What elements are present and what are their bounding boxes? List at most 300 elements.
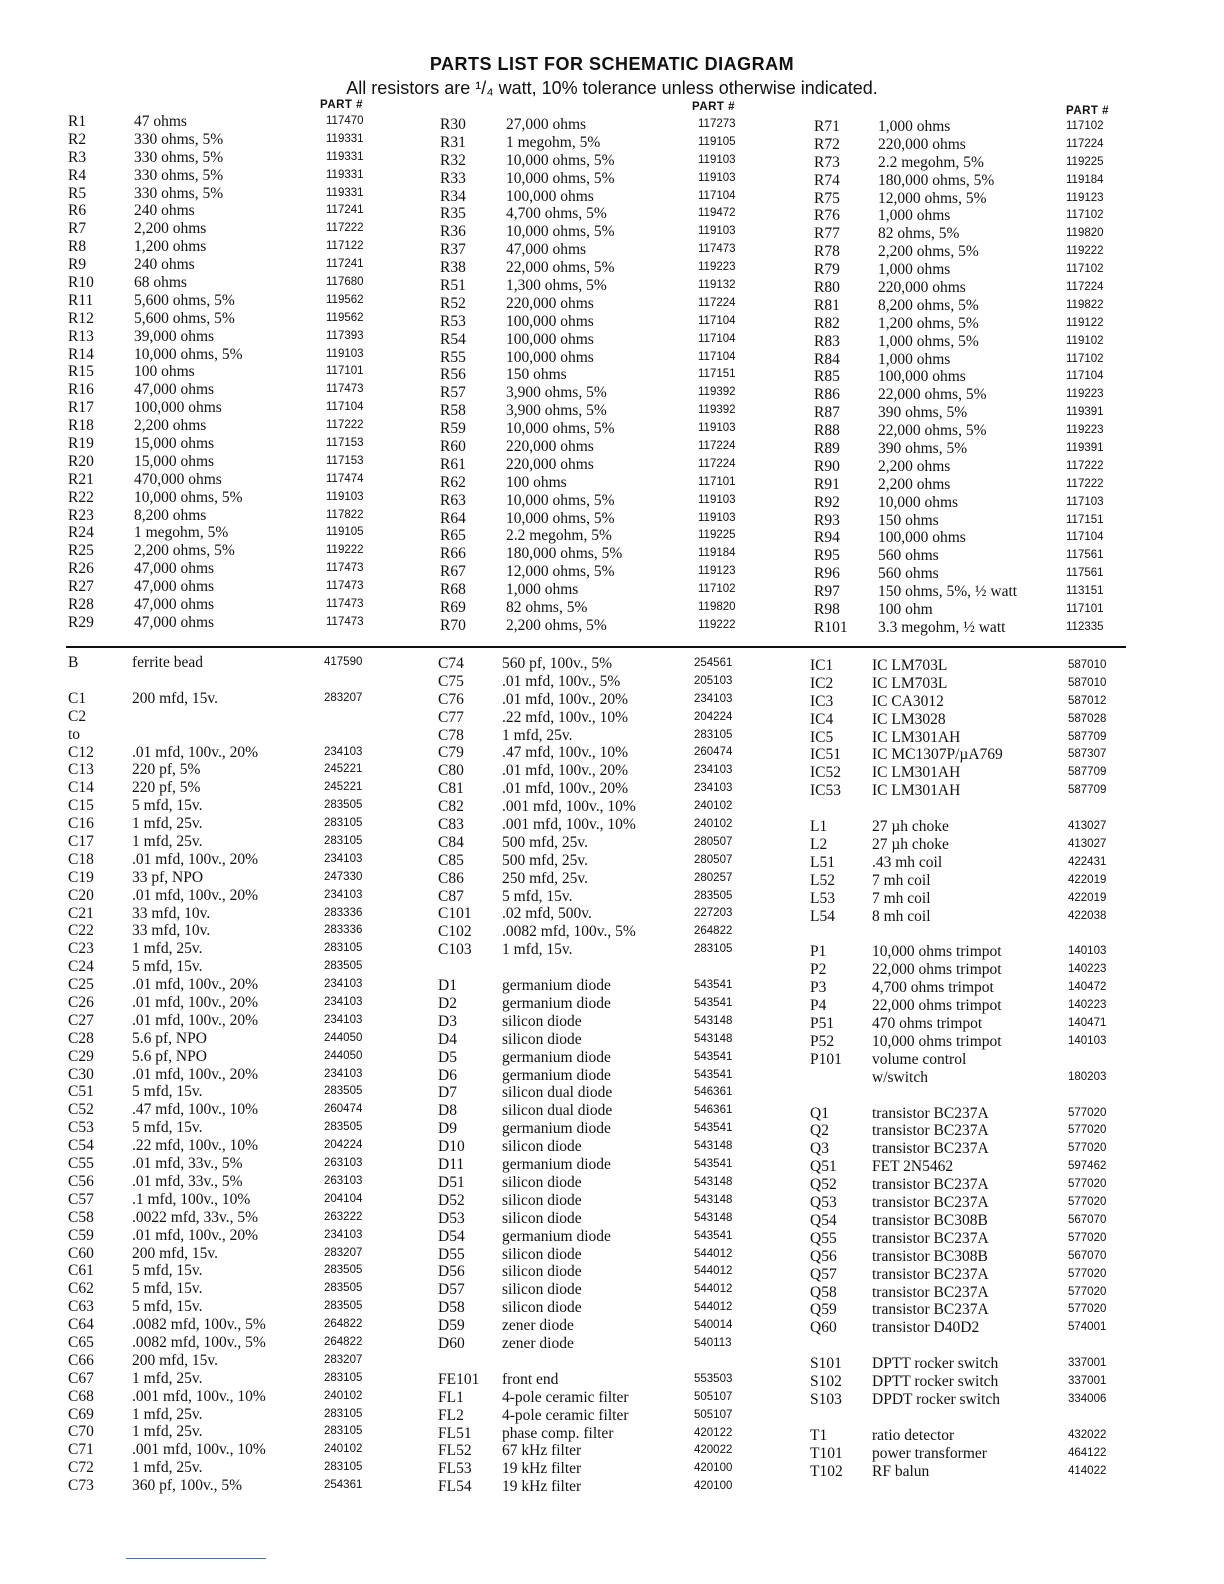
part-row xyxy=(440,456,760,474)
part-number: 420100 xyxy=(694,1462,733,1475)
ref-designator: R1 xyxy=(68,113,87,130)
part-description: .01 mfd, 100v., 20% xyxy=(132,1226,258,1244)
part-number: 117101 xyxy=(698,475,736,488)
part-row xyxy=(440,331,760,349)
ref-designator: Q56 xyxy=(810,1247,837,1265)
part-row xyxy=(810,1301,1140,1319)
part-number: 117104 xyxy=(326,401,364,414)
part-row xyxy=(814,583,1134,601)
ref-designator: C65 xyxy=(68,1333,94,1351)
part-description: IC LM703L xyxy=(872,674,948,692)
resistor-column-3 xyxy=(814,118,1134,637)
part-number: 334006 xyxy=(1068,1392,1107,1405)
ref-designator: R77 xyxy=(814,225,840,243)
part-number: 422019 xyxy=(1068,891,1107,904)
ref-designator: R87 xyxy=(814,404,840,422)
part-description: 15,000 ohms xyxy=(134,452,215,470)
part-row xyxy=(68,1030,388,1048)
ref-designator: C21 xyxy=(68,904,94,922)
part-description: 220,000 ohms xyxy=(506,294,594,312)
part-number: 119562 xyxy=(326,293,364,306)
part-number: 240102 xyxy=(694,800,733,813)
part-row xyxy=(440,545,760,563)
part-description: 4-pole ceramic filter xyxy=(502,1406,629,1424)
part-number: 577020 xyxy=(1068,1106,1107,1119)
part-number: 140103 xyxy=(1068,1034,1107,1047)
part-row xyxy=(68,994,388,1012)
part-number: 119392 xyxy=(698,404,736,417)
part-description: transistor BC237A xyxy=(872,1229,989,1247)
part-number: 234103 xyxy=(694,782,733,795)
ref-designator: R61 xyxy=(440,455,466,473)
part-description: 8,200 ohms xyxy=(134,506,207,524)
part-description: silicon diode xyxy=(502,1173,582,1191)
part-description: .47 mfd, 100v., 10% xyxy=(502,744,628,762)
part-description: transistor BC308B xyxy=(872,1247,988,1265)
part-row xyxy=(68,940,388,958)
ref-designator: Q53 xyxy=(810,1194,837,1212)
part-row xyxy=(814,547,1134,565)
ref-designator: C66 xyxy=(68,1351,94,1369)
ref-designator: C71 xyxy=(68,1441,94,1459)
part-number: 117103 xyxy=(1066,495,1104,508)
ref-designator: IC5 xyxy=(810,728,834,746)
part-row xyxy=(438,673,778,691)
part-number: 119103 xyxy=(698,511,736,524)
part-description: .22 mfd, 100v., 10% xyxy=(132,1137,258,1155)
part-description: 1 mfd, 25v. xyxy=(132,1369,203,1387)
part-row xyxy=(810,997,1140,1015)
part-row xyxy=(810,890,1140,908)
part-description: 5 mfd, 15v. xyxy=(132,958,203,976)
part-description: phase comp. filter xyxy=(502,1424,614,1442)
part-description: .47 mfd, 100v., 10% xyxy=(132,1101,258,1119)
ref-designator: R81 xyxy=(814,296,840,314)
part-number: 264822 xyxy=(694,925,733,938)
part-row xyxy=(810,1373,1140,1391)
part-row xyxy=(68,1227,388,1245)
part-description: 100,000 ohms xyxy=(878,529,966,547)
ref-designator: R31 xyxy=(440,133,466,151)
part-row xyxy=(440,223,760,241)
part-description: 2,200 ohms xyxy=(134,220,207,238)
ref-designator: C83 xyxy=(438,816,464,834)
part-row xyxy=(814,404,1134,422)
part-number: 119103 xyxy=(326,347,364,360)
part-description: transistor BC237A xyxy=(872,1265,989,1283)
part-row xyxy=(810,818,1140,836)
ref-designator: D8 xyxy=(438,1102,457,1120)
part-description: 22,000 ohms, 5% xyxy=(506,259,615,277)
part-row xyxy=(810,1033,1140,1051)
part-row xyxy=(68,976,388,994)
ref-designator: C79 xyxy=(438,744,464,762)
part-row xyxy=(810,1105,1140,1123)
part-description: 200 mfd, 15v. xyxy=(132,1351,218,1369)
part-number: 117224 xyxy=(698,296,736,309)
part-description: silicon diode xyxy=(502,1138,582,1156)
part-description: 10,000 ohms, 5% xyxy=(506,420,615,438)
part-number: 577020 xyxy=(1068,1303,1107,1316)
part-number: 587709 xyxy=(1068,784,1107,797)
part-row xyxy=(810,1230,1140,1248)
part-row xyxy=(438,816,778,834)
part-description: .02 mfd, 500v. xyxy=(502,905,592,923)
ref-designator: IC4 xyxy=(810,710,834,728)
part-number: 117151 xyxy=(1066,513,1104,526)
part-number: 204224 xyxy=(694,710,733,723)
part-description: .22 mfd, 100v., 10% xyxy=(502,708,628,726)
section-divider xyxy=(66,646,1126,648)
part-row xyxy=(438,1084,778,1102)
ref-designator: C16 xyxy=(68,815,94,833)
part-number: 119391 xyxy=(1066,442,1104,455)
ref-designator: C13 xyxy=(68,761,94,779)
part-number: 180203 xyxy=(1068,1070,1107,1083)
part-number: 117241 xyxy=(326,204,364,217)
part-description: 150 ohms xyxy=(506,366,567,384)
part-description: 4,700 ohms trimpot xyxy=(872,979,994,997)
part-row xyxy=(440,510,760,528)
part-description: 100,000 ohms xyxy=(134,399,222,417)
ref-designator: Q54 xyxy=(810,1211,837,1229)
part-row xyxy=(810,746,1140,764)
ref-designator: C19 xyxy=(68,868,94,886)
part-description: 1 mfd, 25v. xyxy=(132,1405,203,1423)
part-description: 27,000 ohms xyxy=(506,116,587,133)
part-row xyxy=(440,599,760,617)
part-description: 5 mfd, 15v. xyxy=(502,887,573,905)
part-description: 390 ohms, 5% xyxy=(878,404,968,422)
ref-designator: C53 xyxy=(68,1119,94,1137)
ref-designator: T101 xyxy=(810,1444,843,1462)
part-row xyxy=(438,905,778,923)
part-description: w/switch xyxy=(872,1068,928,1086)
ref-designator: R65 xyxy=(440,527,466,545)
part-row xyxy=(68,614,368,632)
part-description: 27 µh choke xyxy=(872,818,949,836)
ref-designator: P1 xyxy=(810,943,827,961)
part-number: 119225 xyxy=(698,529,736,542)
part-row xyxy=(438,1210,778,1228)
ref-designator: R35 xyxy=(440,205,466,223)
part-row xyxy=(68,1388,388,1406)
part-number: 234103 xyxy=(694,692,733,705)
part-number: 587709 xyxy=(1068,766,1107,779)
part-row xyxy=(810,693,1140,711)
part-number: 280507 xyxy=(694,835,733,848)
ref-designator: Q60 xyxy=(810,1319,837,1337)
part-number: 543148 xyxy=(694,1032,733,1045)
part-number: 244050 xyxy=(324,1031,363,1044)
part-description: 47,000 ohms xyxy=(134,613,215,631)
part-row xyxy=(440,116,760,134)
part-description: 1,000 ohms xyxy=(878,261,951,279)
ref-designator: R32 xyxy=(440,151,466,169)
ref-designator: P3 xyxy=(810,979,827,997)
part-number: 117393 xyxy=(326,329,364,342)
part-number: 240102 xyxy=(694,818,733,831)
part-row xyxy=(68,167,368,185)
part-number: 263103 xyxy=(324,1174,363,1187)
part-number: 422038 xyxy=(1068,909,1107,922)
part-row xyxy=(68,542,368,560)
part-description: 390 ohms, 5% xyxy=(878,440,968,458)
ref-designator: FL51 xyxy=(438,1424,472,1442)
part-description: 240 ohms xyxy=(134,202,195,220)
part-number: 234103 xyxy=(324,745,363,758)
part-description: 1,000 ohms xyxy=(878,350,951,368)
part-number: 204224 xyxy=(324,1139,363,1152)
ref-designator: FL2 xyxy=(438,1406,464,1424)
part-number: 117151 xyxy=(698,368,736,381)
ref-designator: L52 xyxy=(810,871,835,889)
part-number: 254361 xyxy=(324,1479,363,1492)
part-description: 240 ohms xyxy=(134,256,195,274)
ref-designator: R13 xyxy=(68,327,94,345)
part-number: 117222 xyxy=(326,222,364,235)
part-number: 540014 xyxy=(694,1319,733,1332)
part-number: 119223 xyxy=(1066,388,1104,401)
part-number: 263222 xyxy=(324,1210,363,1223)
ref-designator: D52 xyxy=(438,1191,465,1209)
part-number: 546361 xyxy=(694,1104,733,1117)
part-description: 1 megohm, 5% xyxy=(506,133,601,151)
part-row xyxy=(810,836,1140,854)
part-row xyxy=(438,727,778,745)
group-spacer xyxy=(438,1353,778,1371)
part-row xyxy=(438,1263,778,1281)
part-number: 420022 xyxy=(694,1444,733,1457)
ref-designator: R14 xyxy=(68,345,94,363)
part-row xyxy=(68,435,368,453)
ref-designator: C81 xyxy=(438,780,464,798)
part-description: 10,000 ohms trimpot xyxy=(872,1032,1002,1050)
part-row xyxy=(814,190,1134,208)
ref-designator: R37 xyxy=(440,241,466,259)
ref-designator: R19 xyxy=(68,435,94,453)
part-number: 283505 xyxy=(324,1282,363,1295)
part-number: 543541 xyxy=(694,1229,733,1242)
part-row xyxy=(810,854,1140,872)
part-row xyxy=(440,205,760,223)
part-row xyxy=(68,905,388,923)
ref-designator: R15 xyxy=(68,363,94,381)
ref-designator: R25 xyxy=(68,542,94,560)
ref-designator: C51 xyxy=(68,1083,94,1101)
part-description: 1,200 ohms, 5% xyxy=(878,314,979,332)
part-row xyxy=(68,1334,388,1352)
part-number: 283505 xyxy=(324,1264,363,1277)
part-row xyxy=(68,869,388,887)
part-number: 422431 xyxy=(1068,855,1107,868)
part-number: 117273 xyxy=(698,118,736,130)
ref-designator: IC2 xyxy=(810,674,834,692)
ref-designator: C29 xyxy=(68,1047,94,1065)
part-row xyxy=(68,220,368,238)
ref-designator: R96 xyxy=(814,565,840,583)
ref-designator: C103 xyxy=(438,941,472,959)
part-description: front end xyxy=(502,1370,559,1388)
ref-designator: C27 xyxy=(68,1011,94,1029)
part-number: 119103 xyxy=(698,153,736,166)
ref-designator: R55 xyxy=(440,348,466,366)
ref-designator: C78 xyxy=(438,726,464,744)
ref-designator: C101 xyxy=(438,905,472,923)
part-row xyxy=(68,399,368,417)
part-row xyxy=(68,381,368,399)
ref-designator: R7 xyxy=(68,220,87,238)
part-number: 119820 xyxy=(1066,227,1104,240)
part-row xyxy=(440,152,760,170)
ref-designator: R56 xyxy=(440,366,466,384)
part-number: 234103 xyxy=(324,978,363,991)
part-number: 264822 xyxy=(324,1335,363,1348)
part-description: 68 ohms xyxy=(134,274,187,292)
ref-designator: C82 xyxy=(438,798,464,816)
part-row xyxy=(68,779,388,797)
ref-designator: C87 xyxy=(438,887,464,905)
part-number: 234103 xyxy=(324,1228,363,1241)
part-description: 1 mfd, 15v. xyxy=(502,941,573,959)
part-description: 1 mfd, 25v. xyxy=(132,1459,203,1477)
part-description: silicon diode xyxy=(502,1281,582,1299)
part-row xyxy=(814,136,1134,154)
ref-designator: C30 xyxy=(68,1065,94,1083)
part-row xyxy=(68,1459,388,1477)
part-row xyxy=(810,908,1140,926)
part-row xyxy=(68,1155,388,1173)
ref-designator: R57 xyxy=(440,384,466,402)
ref-designator: P4 xyxy=(810,997,827,1015)
ref-designator: IC1 xyxy=(810,657,834,674)
part-row xyxy=(68,1137,388,1155)
part-row xyxy=(440,188,760,206)
part-description: transistor D40D2 xyxy=(872,1319,980,1337)
ref-designator: C59 xyxy=(68,1226,94,1244)
part-description: 15,000 ohms xyxy=(134,435,215,453)
part-description: IC LM301AH xyxy=(872,764,961,782)
part-number: 119103 xyxy=(326,490,364,503)
ref-designator: R92 xyxy=(814,493,840,511)
ref-designator: R73 xyxy=(814,153,840,171)
ref-designator: C77 xyxy=(438,708,464,726)
part-row xyxy=(68,363,368,381)
part-description: 5.6 pf, NPO xyxy=(132,1029,207,1047)
part-row xyxy=(68,1441,388,1459)
part-number: 264822 xyxy=(324,1318,363,1331)
part-row xyxy=(68,560,368,578)
part-row xyxy=(810,1391,1140,1409)
part-number: 587028 xyxy=(1068,712,1107,725)
part-description: 100,000 ohms xyxy=(878,368,966,386)
part-description: 180,000 ohms, 5% xyxy=(506,545,623,563)
part-number: 280257 xyxy=(694,871,733,884)
part-row xyxy=(68,1262,388,1280)
part-number: 283105 xyxy=(324,835,363,848)
ref-designator: P2 xyxy=(810,961,827,979)
ref-designator: C68 xyxy=(68,1387,94,1405)
part-description: volume control xyxy=(872,1050,967,1068)
part-row xyxy=(440,402,760,420)
part-number: 413027 xyxy=(1068,838,1107,851)
parts-column-3 xyxy=(810,657,1140,1481)
part-description: 220 pf, 5% xyxy=(132,761,201,779)
ref-designator: D58 xyxy=(438,1299,465,1317)
part-number: 234103 xyxy=(324,1067,363,1080)
page-subtitle: All resistors are ¹/₄ watt, 10% tolerance unless otherwise indicated. xyxy=(346,78,878,98)
part-description: ferrite bead xyxy=(132,654,203,671)
part-row xyxy=(438,870,778,888)
part-row xyxy=(68,1191,388,1209)
part-row xyxy=(814,279,1134,297)
part-number: 422019 xyxy=(1068,873,1107,886)
ref-designator: P51 xyxy=(810,1015,835,1033)
part-row xyxy=(438,888,778,906)
part-number: 280507 xyxy=(694,853,733,866)
part-description: .01 mfd, 100v., 20% xyxy=(132,976,258,994)
part-description: 1 mfd, 25v. xyxy=(132,1423,203,1441)
part-row xyxy=(440,617,760,635)
part-row xyxy=(68,185,368,203)
part-row xyxy=(814,118,1134,136)
part-description: .001 mfd, 100v., 10% xyxy=(132,1387,266,1405)
part-description: 82 ohms, 5% xyxy=(506,599,588,617)
part-number: 119820 xyxy=(698,601,736,614)
part-row xyxy=(68,922,388,940)
ref-designator: R22 xyxy=(68,488,94,506)
ref-designator: C63 xyxy=(68,1298,94,1316)
ref-designator: L53 xyxy=(810,889,835,907)
part-number: 117102 xyxy=(1066,263,1104,276)
part-row xyxy=(68,578,368,596)
part-description: 220,000 ohms xyxy=(878,279,966,297)
ref-designator: Q57 xyxy=(810,1265,837,1283)
part-number: 597462 xyxy=(1068,1160,1107,1173)
part-number: 117102 xyxy=(1066,209,1104,222)
ref-designator: D10 xyxy=(438,1138,465,1156)
part-number: 119184 xyxy=(698,547,736,560)
ref-designator: C58 xyxy=(68,1208,94,1226)
part-row xyxy=(814,315,1134,333)
part-number: 119102 xyxy=(1066,334,1104,347)
part-number: 234103 xyxy=(694,764,733,777)
part-description: 1,000 ohms xyxy=(878,118,951,135)
part-number: 119123 xyxy=(698,565,736,578)
part-row xyxy=(68,833,388,851)
part-description: germanium diode xyxy=(502,1120,611,1138)
part-number: 283505 xyxy=(324,799,363,812)
part-row xyxy=(810,979,1140,997)
ref-designator: R93 xyxy=(814,511,840,529)
part-number: 543541 xyxy=(694,979,733,992)
part-description: 5 mfd, 15v. xyxy=(132,1083,203,1101)
part-description: 47,000 ohms xyxy=(506,241,587,259)
part-number: 119105 xyxy=(326,526,364,539)
ref-designator: R23 xyxy=(68,506,94,524)
part-row xyxy=(438,1389,778,1407)
part-row xyxy=(438,1156,778,1174)
part-number: 577020 xyxy=(1068,1178,1107,1191)
part-description: germanium diode xyxy=(502,1156,611,1174)
ref-designator: R24 xyxy=(68,524,94,542)
part-row xyxy=(438,1192,778,1210)
part-row xyxy=(810,1212,1140,1230)
part-number: 283336 xyxy=(324,906,363,919)
ref-designator: FE101 xyxy=(438,1370,480,1388)
part-row xyxy=(68,202,368,220)
part-number: 543148 xyxy=(694,1140,733,1153)
